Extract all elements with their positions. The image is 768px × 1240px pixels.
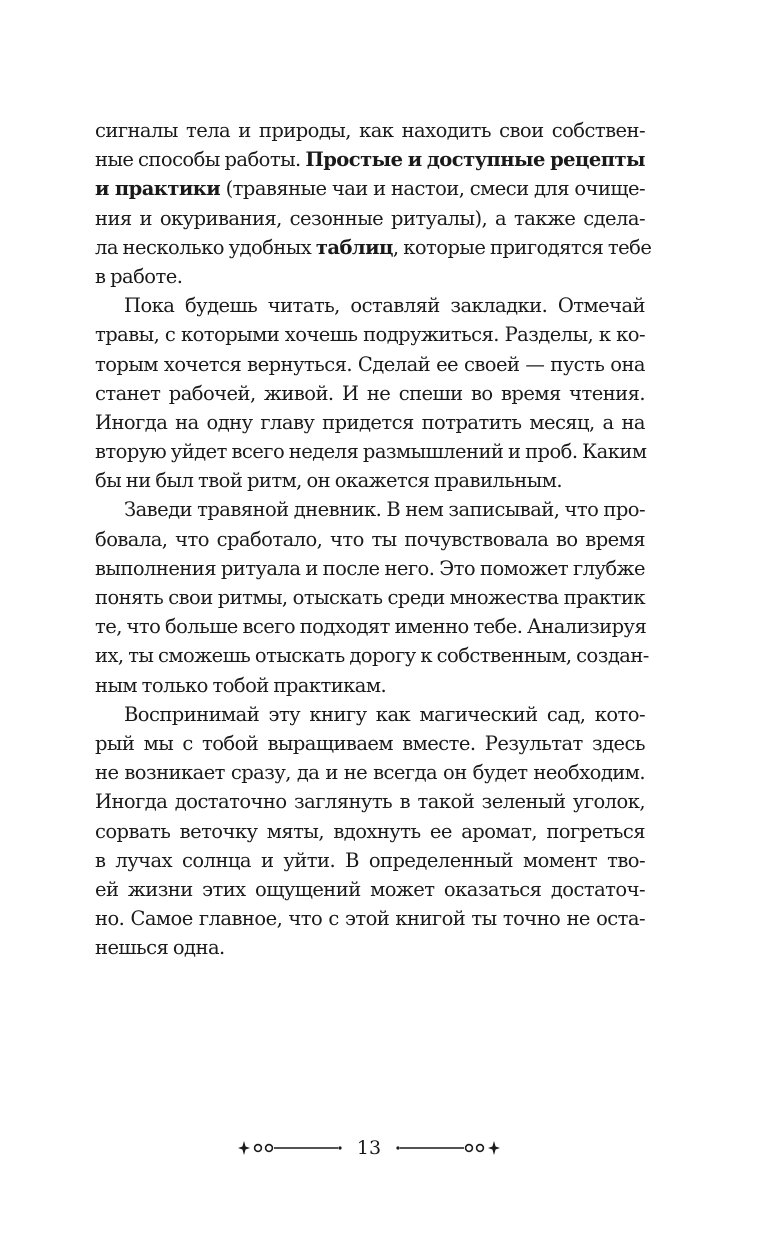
text-line <box>95 466 645 495</box>
text-run: те, что больше всего подходят именно тебе. Анализируя <box>95 615 647 639</box>
text-run: понять свои ритмы, отыскать среди множества практик <box>95 586 645 609</box>
text-line <box>95 495 645 524</box>
text-run: Иногда достаточно заглянуть в такой зеленый уголок, <box>95 790 645 814</box>
text-line <box>95 145 645 174</box>
text-line <box>95 291 645 320</box>
text-run: (травяные чаи и настои, смеси для очище- <box>220 177 646 201</box>
text-run: травы, с которыми хочешь подружиться. Разделы, к ко- <box>95 323 645 347</box>
right-circle-1-icon <box>466 1145 473 1152</box>
text-run: их, ты сможешь отыскать дорогу к собственным, создан- <box>95 644 649 668</box>
text-run: сорвать веточку мяты, вдохнуть ее аромат, погреться <box>95 819 645 843</box>
text-line <box>95 262 645 291</box>
text-run: вторую уйдет всего неделя размышлений и проб. Каким <box>95 440 647 464</box>
text-line <box>95 233 652 262</box>
text-run: в лучах солнца и уйти. В определенный момент тво- <box>95 848 645 872</box>
text-run: бы ни был твой ритм, он окажется правильным. <box>95 469 562 493</box>
text-run: , которые пригодятся тебе <box>392 235 652 259</box>
text-run: Пока будешь читать, оставляй закладки. Отмечай <box>124 294 645 318</box>
text-line <box>95 350 645 379</box>
text-run: Заведи травяной дневник. В нем записывай, что про- <box>124 498 645 522</box>
paragraph <box>95 116 652 291</box>
text-line <box>95 846 645 875</box>
text-line <box>95 583 645 612</box>
text-line <box>95 204 645 233</box>
text-line <box>95 174 645 203</box>
text-run: сигналы тела и природы, как находить свои собствен- <box>95 119 645 142</box>
text-run: не возникает сразу, да и не всегда он будет необходим. <box>95 761 645 785</box>
page-body <box>95 116 652 962</box>
text-line <box>95 320 645 349</box>
text-line <box>95 525 645 554</box>
text-line <box>95 554 645 583</box>
text-line <box>95 671 645 700</box>
text-run: Иногда на одну главу придется потратить месяц, а на <box>95 410 645 434</box>
text-line <box>95 641 649 670</box>
bold-text-run: Простые и доступные рецепты <box>305 148 645 172</box>
text-run: ей жизни этих ощущений может оказаться достаточ- <box>95 877 645 901</box>
text-line <box>95 729 645 758</box>
text-line <box>95 875 645 904</box>
text-run: нешься одна. <box>95 936 225 960</box>
text-run: ным только тобой практикам. <box>95 673 387 697</box>
page-footer <box>236 1133 502 1163</box>
text-run: рый мы с тобой выращиваем вместе. Результат здесь <box>95 731 645 755</box>
text-line <box>95 408 645 437</box>
text-run: ные способы работы. <box>95 148 306 172</box>
bold-text-run: и практики <box>95 177 221 201</box>
paragraph <box>95 495 649 699</box>
text-run: Воспринимай эту книгу как магический сад, кото- <box>124 702 645 726</box>
text-line <box>95 904 645 933</box>
text-run: станет рабочей, живой. И не спеши во время чтения. <box>95 381 645 405</box>
left-circle-2-icon <box>266 1145 273 1152</box>
text-run: ния и окуривания, сезонные ритуалы), а также сдела- <box>95 206 645 230</box>
text-line <box>95 758 645 787</box>
text-line <box>95 933 645 962</box>
text-run: в работе. <box>95 264 183 288</box>
left-circle-1-icon <box>255 1145 262 1152</box>
text-run: торым хочется вернуться. Сделай ее своей — пусть она <box>95 352 645 376</box>
text-line <box>95 116 645 145</box>
text-line <box>95 700 645 729</box>
text-line <box>95 379 645 408</box>
text-run: но. Самое главное, что с этой книгой ты точно не оста- <box>95 907 645 931</box>
text-line <box>95 817 645 846</box>
text-line <box>95 787 645 816</box>
text-run: выполнения ритуала и после него. Это поможет глубже <box>95 556 645 580</box>
text-line <box>95 437 645 466</box>
bold-text-run: таблиц <box>315 235 393 259</box>
text-line <box>95 612 645 641</box>
page-number: 13 <box>356 1137 382 1159</box>
text-run: ла несколько удобных <box>95 235 316 259</box>
paragraph <box>95 700 645 963</box>
text-run: бовала, что сработало, что ты почувствовала во время <box>95 527 645 551</box>
paragraph <box>95 291 645 495</box>
right-circle-2-icon <box>477 1145 484 1152</box>
